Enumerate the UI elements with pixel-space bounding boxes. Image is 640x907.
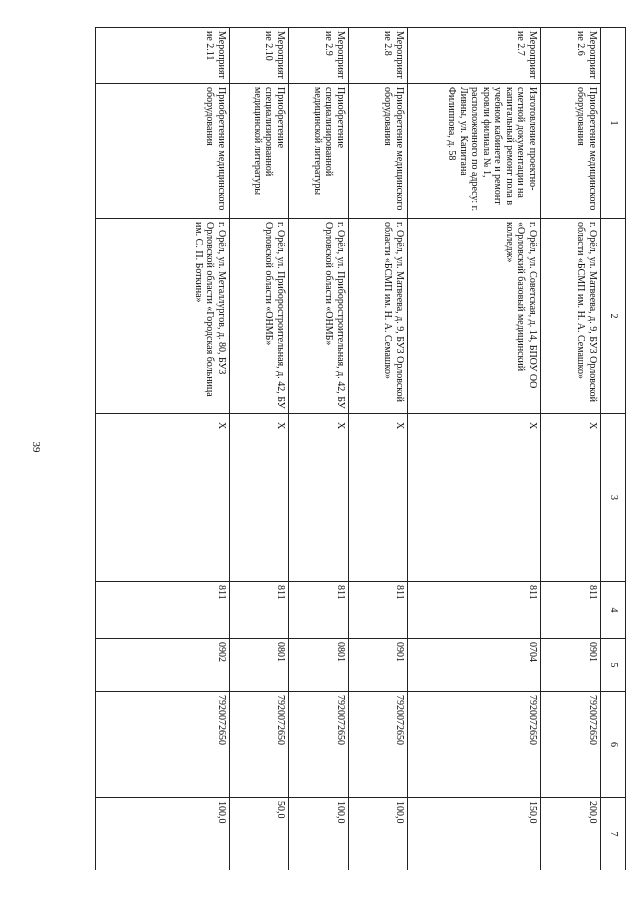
header-cell-1: 1 xyxy=(601,28,626,219)
header-row xyxy=(601,28,626,871)
event-code-4: 811 xyxy=(289,582,349,639)
event-code-6: 7920072650 xyxy=(541,692,601,798)
event-description: Приобретение медицинского оборудования xyxy=(541,84,601,219)
event-number: Мероприятие 2.7 xyxy=(408,28,541,84)
event-location: г. Орёл, ул. Матвеева, д. 9, БУЗ Орловской области «БСМП им. Н. А. Семашко» xyxy=(541,219,601,414)
event-amount: 200,0 xyxy=(541,798,601,871)
event-location: г. Орёл, ул. Советская, д. 14, БПОУ ОО «Орловский базовый медицинский колледж» xyxy=(408,219,541,414)
event-code-6: 7920072650 xyxy=(230,692,289,798)
page-number: 39 xyxy=(30,441,42,453)
event-location: г. Орёл, ул. Приборостроительная, д. 42, БУ Орловской области «ОНМБ» xyxy=(230,219,289,414)
event-code-5: 0901 xyxy=(349,639,408,692)
event-amount: 50,0 xyxy=(230,798,289,871)
event-amount: 100,0 xyxy=(289,798,349,871)
budget-table xyxy=(95,27,626,870)
event-amount: 100,0 xyxy=(96,798,230,871)
table-row xyxy=(541,28,601,871)
event-code-5: 0801 xyxy=(230,639,289,692)
event-mark: X xyxy=(408,414,541,582)
event-description: Приобретение специализированной медицинской литературы xyxy=(289,84,349,219)
event-code-4: 811 xyxy=(96,582,230,639)
header-cell-2: 2 xyxy=(601,219,626,414)
event-description: Приобретение медицинского оборудования xyxy=(349,84,408,219)
header-cell-6: 6 xyxy=(601,692,626,798)
event-amount: 100,0 xyxy=(349,798,408,871)
header-cell-4: 4 xyxy=(601,582,626,639)
event-location: г. Орёл, ул. Металлургов, д. 80, БУЗ Орловской области «Городская больница им. С. П. Боткина» xyxy=(96,219,230,414)
event-code-4: 811 xyxy=(541,582,601,639)
table-row xyxy=(349,28,408,871)
table-row xyxy=(289,28,349,871)
event-location: г. Орёл, ул. Приборостроительная, д. 42, БУ Орловской области «ОНМБ» xyxy=(289,219,349,414)
header-cell-5: 5 xyxy=(601,639,626,692)
event-number: Мероприятие 2.11 xyxy=(96,28,230,84)
event-code-4: 811 xyxy=(230,582,289,639)
event-description: Изготовление проектно-сметной документации на капитальный ремонт пола в учебном кабинете и ремонт кровли филиала № 1, расположенного по адресу: г. Ливны, ул. Капитана Филиппова, д. 58 xyxy=(408,84,541,219)
table-row xyxy=(96,28,230,871)
event-amount: 150,0 xyxy=(408,798,541,871)
event-location: г. Орёл, ул. Матвеева, д. 9, БУЗ Орловской области «БСМП им. Н. А. Семашко» xyxy=(349,219,408,414)
event-code-5: 0901 xyxy=(541,639,601,692)
event-code-4: 811 xyxy=(408,582,541,639)
event-number: Мероприятие 2.6 xyxy=(541,28,601,84)
event-code-6: 7920072650 xyxy=(96,692,230,798)
header-cell-3: 3 xyxy=(601,414,626,582)
table-row xyxy=(408,28,541,871)
event-number: Мероприятие 2.9 xyxy=(289,28,349,84)
table-viewport xyxy=(95,27,626,870)
event-code-4: 811 xyxy=(349,582,408,639)
event-code-5: 0801 xyxy=(289,639,349,692)
event-number: Мероприятие 2.10 xyxy=(230,28,289,84)
event-number: Мероприятие 2.8 xyxy=(349,28,408,84)
header-cell-7: 7 xyxy=(601,798,626,871)
event-mark: X xyxy=(230,414,289,582)
event-code-6: 7920072650 xyxy=(349,692,408,798)
event-description: Приобретение специализированной медицинской литературы xyxy=(230,84,289,219)
event-description: Приобретение медицинского оборудования xyxy=(96,84,230,219)
event-code-6: 7920072650 xyxy=(289,692,349,798)
table-row xyxy=(230,28,289,871)
event-mark: X xyxy=(289,414,349,582)
event-code-5: 0902 xyxy=(96,639,230,692)
event-mark: X xyxy=(349,414,408,582)
event-mark: X xyxy=(541,414,601,582)
event-code-5: 0704 xyxy=(408,639,541,692)
event-mark: X xyxy=(96,414,230,582)
event-code-6: 7920072650 xyxy=(408,692,541,798)
